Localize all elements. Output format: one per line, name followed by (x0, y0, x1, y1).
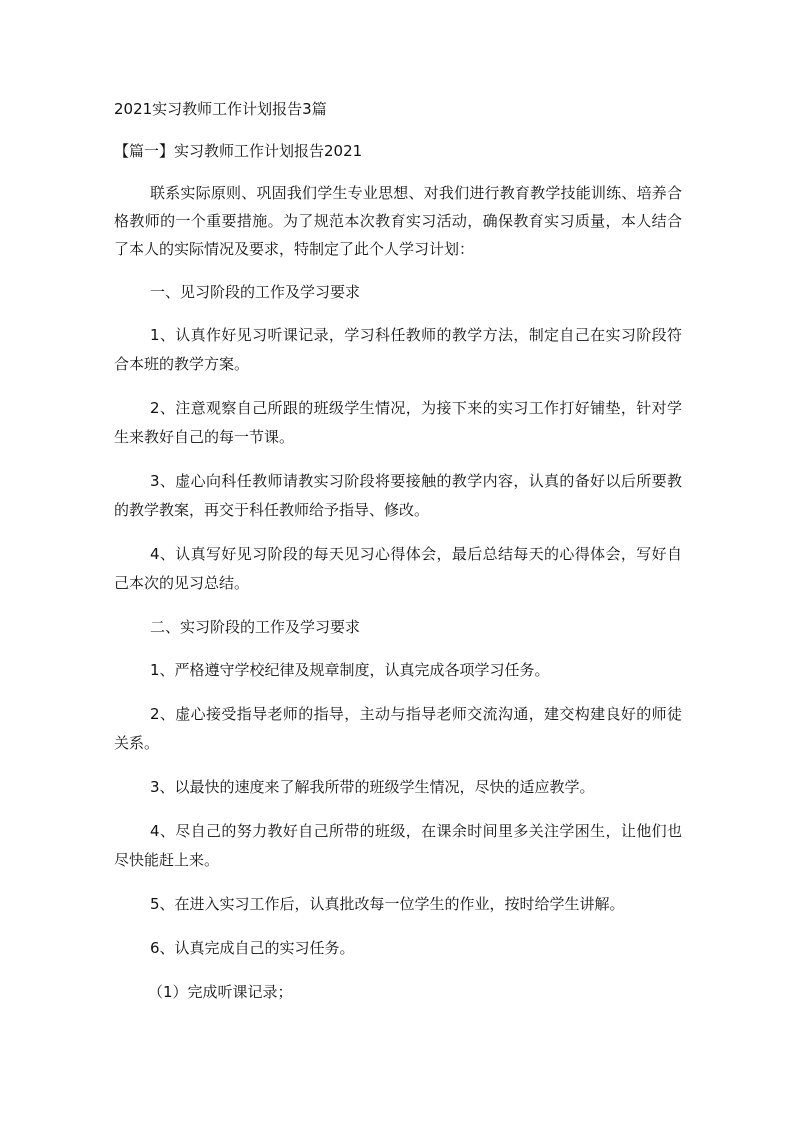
part1-item: 4、认真写好见习阶段的每天见习心得体会，最后总结每天的心得体会，写好自己本次的见习总结。 (114, 545, 682, 592)
part2-subitem: （1）完成听课记录； (148, 983, 293, 1001)
section-title: 【篇一】实习教师工作计划报告2021 (114, 142, 363, 160)
part1-item: 3、虚心向科任教师请教实习阶段将要接触的教学内容，认真的备好以后所要教的教学教案，再交于科任教师给予指导、修改。 (114, 472, 682, 519)
intro-paragraph: 联系实际原则、巩固我们学生专业思想、对我们进行教育教学技能训练、培养合格教师的一个重要措施。为了规范本次教育实习活动，确保教育实习质量，本人结合了本人的实际情况及要求，特制定了此个人学习计划： (114, 184, 682, 258)
part2-item: 1、严格遵守学校纪律及规章制度，认真完成各项学习任务。 (150, 661, 550, 679)
part2-item: 6、认真完成自己的实习任务。 (150, 939, 355, 957)
part1-item: 1、认真作好见习听课记录，学习科任教师的教学方法，制定自己在实习阶段符合本班的教学方案。 (114, 326, 682, 373)
part1-item: 2、注意观察自己所跟的班级学生情况，为接下来的实习工作打好铺垫，针对学生来教好自己的每一节课。 (114, 399, 682, 446)
part2-item: 5、在进入实习工作后，认真批改每一位学生的作业，按时给学生讲解。 (150, 895, 625, 913)
part1-heading: 一、见习阶段的工作及学习要求 (150, 283, 361, 301)
part2-heading: 二、实习阶段的工作及学习要求 (150, 618, 361, 636)
part2-item: 4、尽自己的努力教好自己所带的班级，在课余时间里多关注学困生，让他们也尽快能赶上来。 (114, 822, 682, 869)
document-body (114, 98, 682, 1006)
document-title: 2021实习教师工作计划报告3篇 (114, 100, 327, 118)
part2-item: 3、以最快的速度来了解我所带的班级学生情况，尽快的适应教学。 (150, 778, 595, 796)
part2-item: 2、虚心接受指导老师的指导，主动与指导老师交流沟通，建交构建良好的师徒关系。 (114, 705, 682, 752)
